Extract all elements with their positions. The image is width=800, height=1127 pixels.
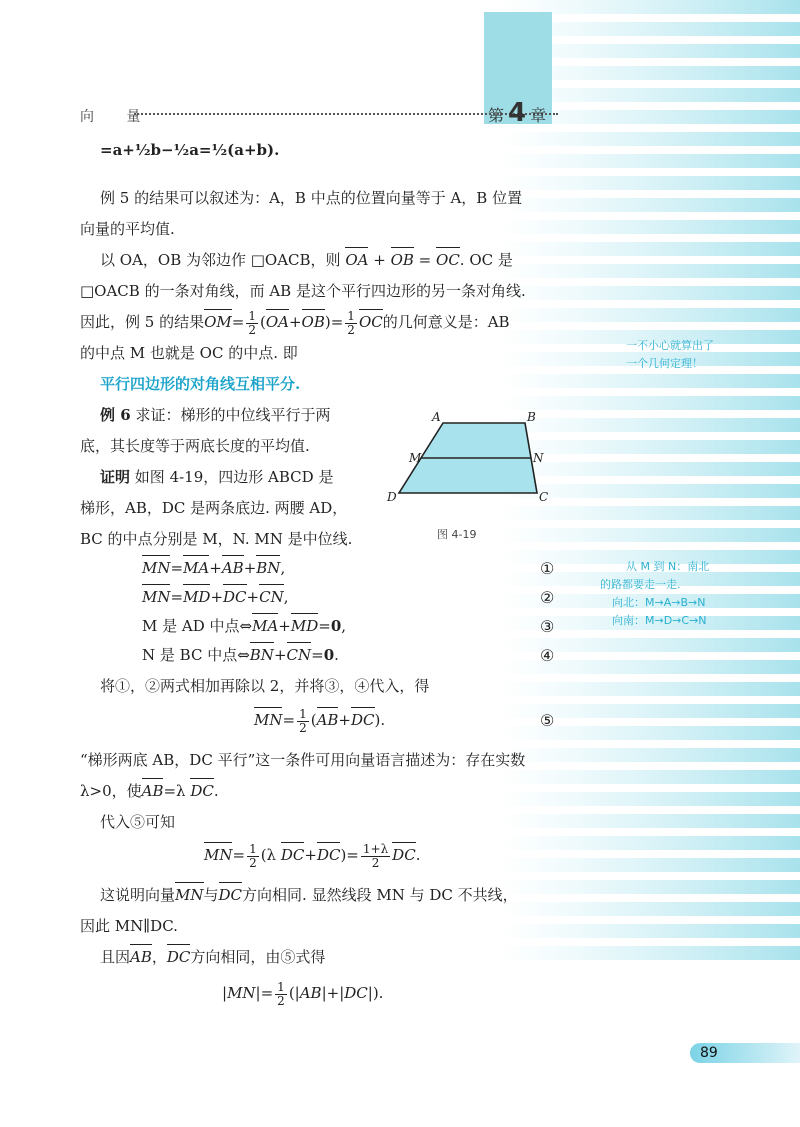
proof-label: 证明 — [100, 468, 131, 486]
text-span: N 是 BC 中点⇔ — [142, 646, 250, 664]
label-d: D — [387, 490, 397, 504]
chapter-label — [488, 98, 546, 128]
side-note-line: 一不小心就算出了 — [626, 339, 714, 352]
text-span: 求证：梯形的中位线平行于两 — [135, 406, 331, 424]
para-line: 向量的平均值. — [80, 220, 175, 238]
text-span: 因此，例 5 的结果 — [80, 313, 205, 331]
text-span: 且因 — [100, 948, 131, 966]
eq-number-4: ④ — [540, 646, 555, 665]
example-label: 例 6 — [100, 406, 131, 424]
equation-3: M 是 AD 中点⇔MA+MD=0, — [142, 611, 346, 642]
chapter-prefix: 第 — [488, 106, 505, 125]
example-6-line — [100, 400, 330, 431]
equation-4: N 是 BC 中点⇔BN+CN=0. — [142, 640, 339, 671]
equation-5: MN= $\frac{1}{2}$ (AB+DC). — [254, 706, 386, 735]
eq-number-5: ⑤ — [540, 711, 555, 730]
text-span: 这说明向量 — [100, 886, 176, 904]
label-a: A — [432, 410, 441, 424]
para-line: 梯形，AB，DC 是两条底边. 两腰 AD， — [80, 499, 348, 517]
text-span: OC 是 — [464, 251, 513, 269]
text-span: 的几何意义是：AB — [382, 313, 510, 331]
chapter-suffix: 章 — [530, 106, 547, 125]
eq-number-1: ① — [540, 559, 555, 578]
equation-2: MN=MD+DC+CN, — [142, 582, 289, 613]
label-c: C — [539, 490, 549, 504]
para-line: □OACB 的一条对角线，而 AB 是这个平行四边形的另一条对角线. — [80, 282, 526, 300]
para-line: BC 的中点分别是 M，N. MN 是中位线. — [80, 530, 353, 548]
side-note-path — [600, 558, 709, 630]
para-line: 将①，②两式相加再除以 2，并将③，④代入，得 — [100, 677, 430, 695]
page-number: 89 — [700, 1045, 718, 1061]
side-note-line: 向北：M→A→B→N — [612, 596, 706, 609]
text-span: λ>0，使 — [80, 782, 142, 800]
figure-caption: 图 4-19 — [437, 528, 477, 541]
text-span: M 是 AD 中点⇔ — [142, 617, 253, 635]
side-note-line: 向南：M→D→C→N — [612, 614, 707, 627]
running-header — [80, 98, 560, 128]
equation-6: MN= $\frac{1}{2}$ (λ DC+DC)= $\frac{1+\lambda}{2}$ DC. — [204, 841, 421, 870]
header-title: 向 量 — [80, 109, 155, 125]
side-note-line: 从 M 到 N：南北 — [626, 560, 710, 573]
text-span: 如图 4-19，四边形 ABCD 是 — [134, 468, 334, 486]
para-line: 的中点 M 也就是 OC 的中点. 即 — [80, 344, 298, 362]
para-line: λ>0，使AB=λ DC. — [80, 776, 219, 807]
label-n: N — [533, 451, 544, 465]
para-line: 因此，例 5 的结果OM= $\frac{1}{2}$ (OA+OB)= $\frac{1}{2}$ OC的几何意义是：AB — [80, 308, 510, 337]
side-note-theorem — [626, 337, 714, 373]
theorem-statement: 平行四边形的对角线互相平分. — [100, 375, 301, 393]
equation-top: =a+½b−½a=½(a+b). — [100, 141, 280, 159]
text-span: 方向相同. 显然线段 MN 与 DC 不共线， — [242, 886, 518, 904]
para-line: 代入⑤可知 — [100, 813, 176, 831]
para-line: 这说明向量MN与DC方向相同. 显然线段 MN 与 DC 不共线， — [100, 880, 518, 911]
chapter-number: 4 — [508, 98, 527, 128]
para-line: 例 5 的结果可以叙述为：A，B 中点的位置向量等于 A，B 位置 — [100, 189, 523, 207]
label-b: B — [527, 410, 536, 424]
equation-1: MN=MA+AB+BN, — [142, 553, 285, 584]
side-note-line: 一个几何定理！ — [626, 357, 703, 370]
text-span: 方向相同，由⑤式得 — [190, 948, 326, 966]
para-line: 以 OA，OB 为邻边作 □OACB，则 OA + OB = OC. OC 是 — [100, 245, 513, 276]
para-line: “梯形两底 AB，DC 平行”这一条件可用向量语言描述为：存在实数 — [80, 751, 526, 769]
side-note-line: 的路都要走一走. — [600, 578, 681, 591]
proof-line — [100, 462, 333, 493]
para-line: 底，其长度等于两底长度的平均值. — [80, 437, 310, 455]
eq-number-3: ③ — [540, 617, 555, 636]
para-line: 且因AB，DC方向相同，由⑤式得 — [100, 942, 325, 973]
text-span: 以 OA，OB 为邻边作 □OACB，则 — [100, 251, 346, 269]
label-m: M — [409, 451, 422, 465]
eq-number-2: ② — [540, 588, 555, 607]
equation-final: |MN|= $\frac{1}{2}$ (|AB|+|DC|). — [222, 979, 384, 1008]
para-line: 因此 MN∥DC. — [80, 917, 178, 935]
